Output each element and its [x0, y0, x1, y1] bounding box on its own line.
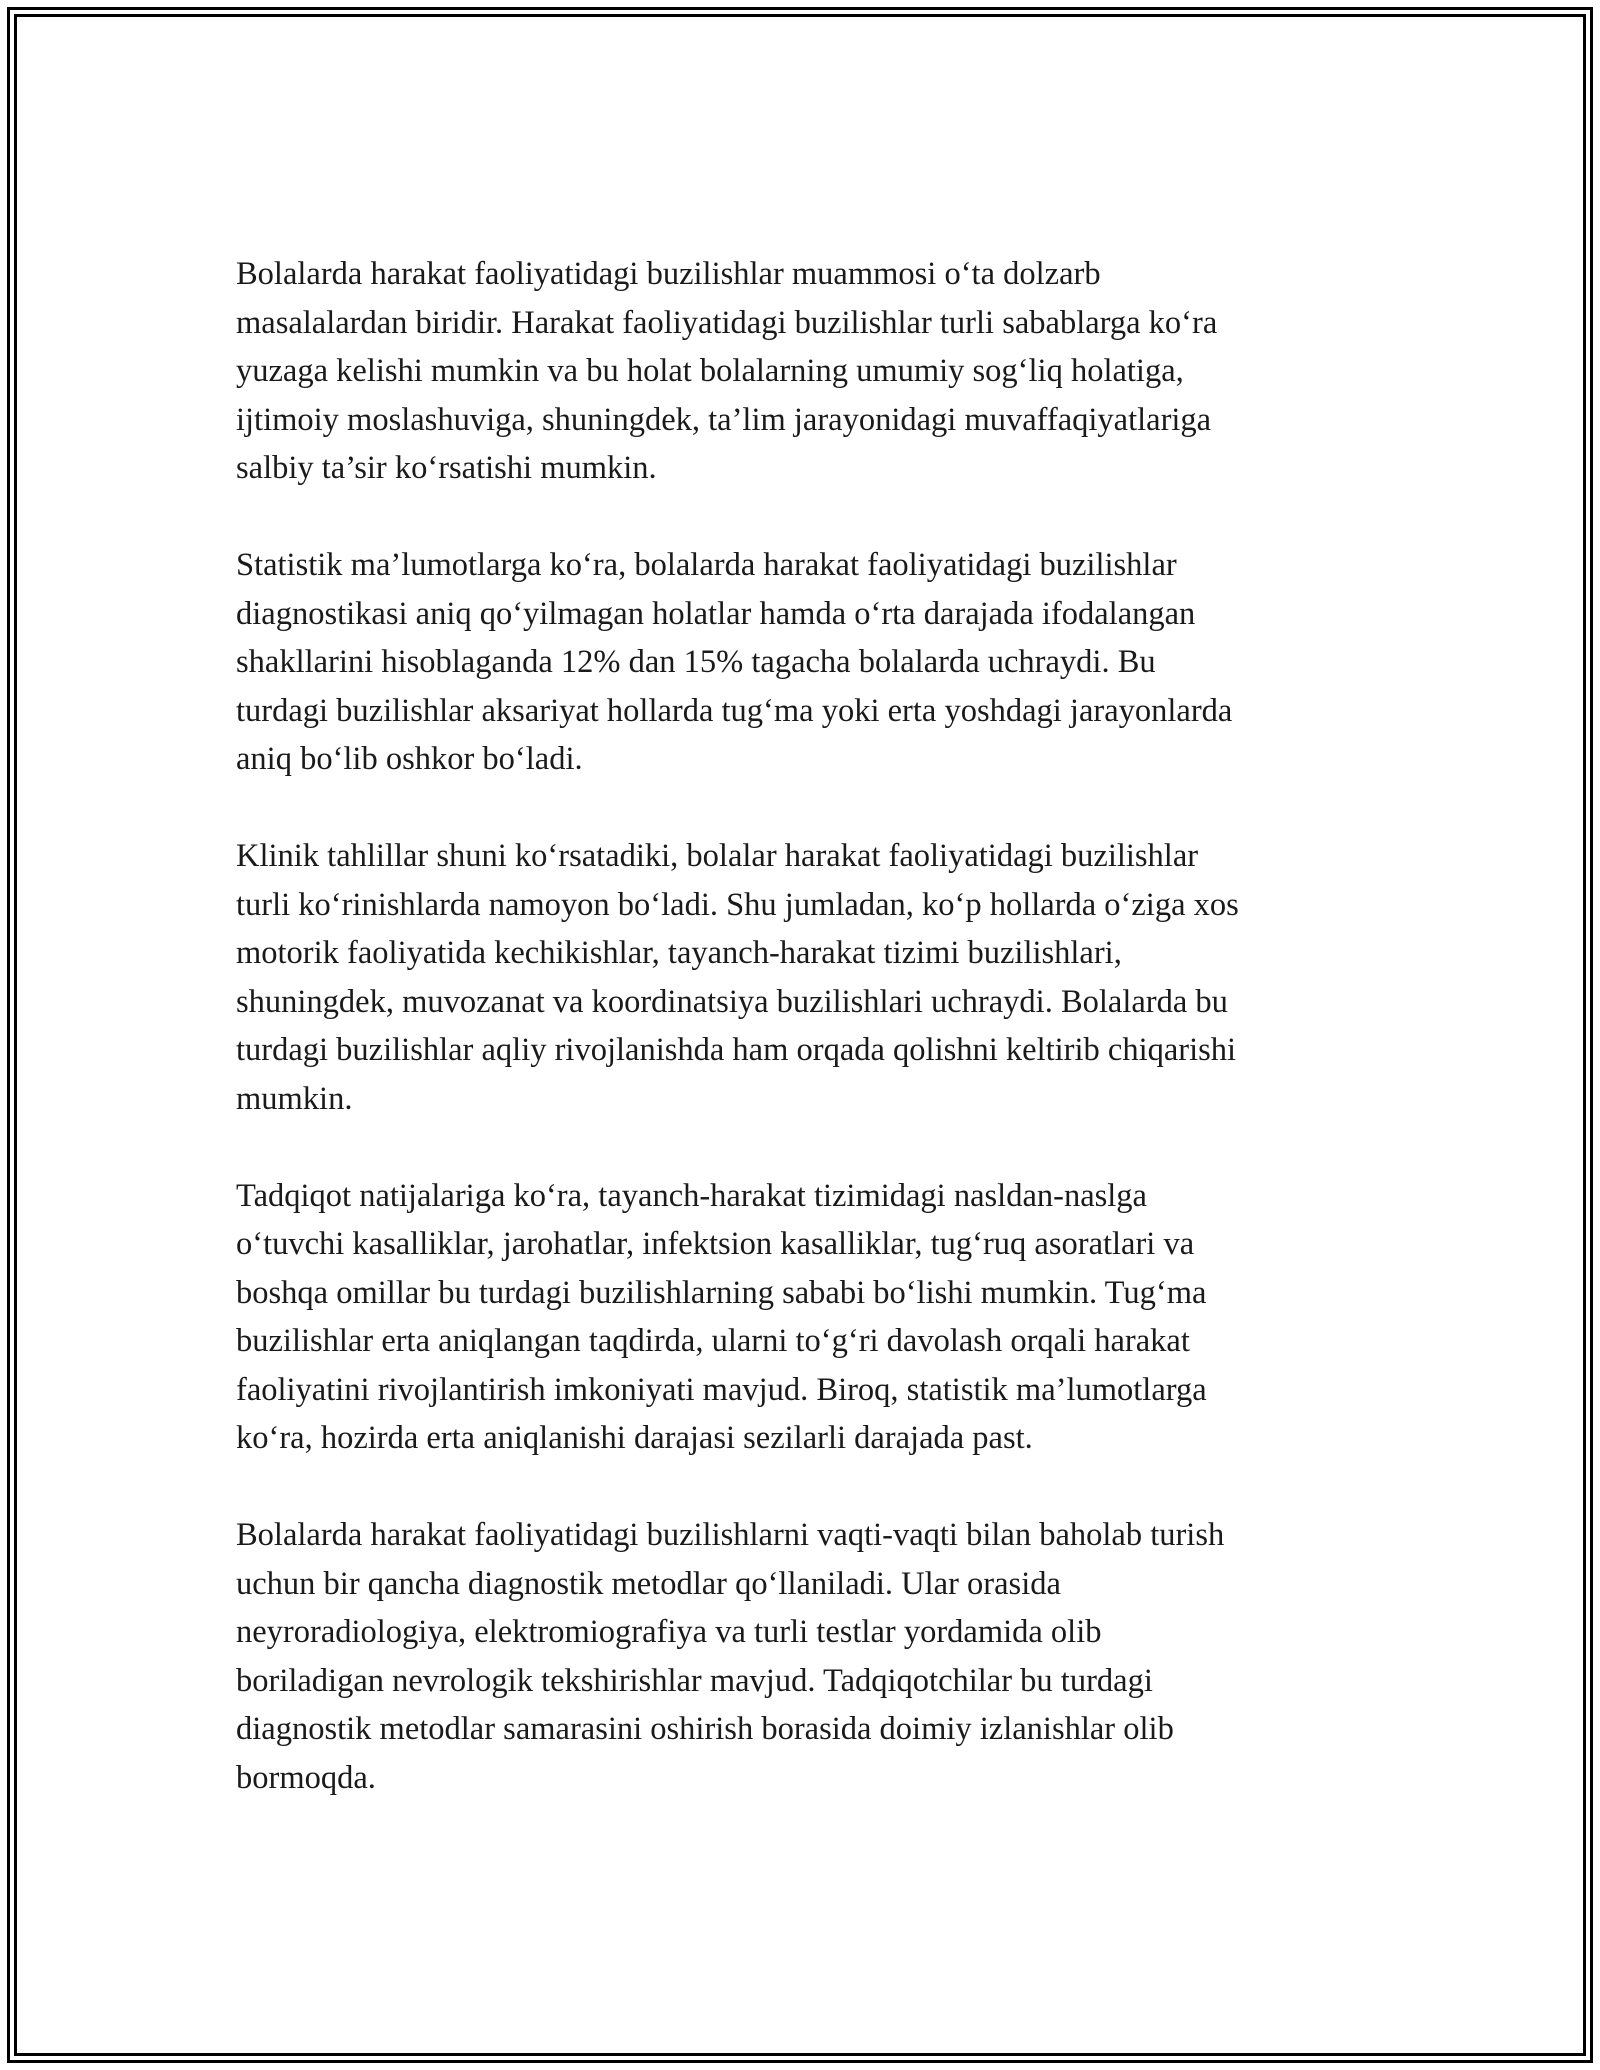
text-line: Bolalarda harakat faoliyatidagi buzilishlar muammosi o‘ta dolzarb [236, 256, 1101, 292]
text-line: Bolalarda harakat faoliyatidagi buzilishlarni vaqti-vaqti bilan baholab turish [236, 1517, 1225, 1553]
text-line: yuzaga kelishi mumkin va bu holat bolalarning umumiy sog‘liq holatiga, [236, 353, 1184, 389]
text-line: boshqa omillar bu turdagi buzilishlarning sababi bo‘lishi mumkin. Tug‘ma [236, 1274, 1207, 1311]
text-line: buzilishlar erta aniqlangan taqdirda, ularni to‘g‘ri davolash orqali harakat [236, 1323, 1190, 1359]
text-line: shakllarini hisoblaganda 12% dan 15% tagacha bolalarda uchraydi. Bu [236, 644, 1156, 680]
paragraph-1 [236, 250, 1376, 493]
text-line: neyroradiologiya, elektromiografiya va turli testlar yordamida olib [236, 1614, 1102, 1650]
text-line: salbiy ta’sir ko‘rsatishi mumkin. [236, 450, 657, 486]
text-line: diagnostikasi aniq qo‘yilmagan holatlar hamda o‘rta darajada ifodalangan [236, 595, 1196, 632]
text-line: boriladigan nevrologik tekshirishlar mavjud. Tadqiqotchilar bu turdagi [236, 1662, 1153, 1699]
text-line: shuningdek, muvozanat va koordinatsiya buzilishlari uchraydi. Bolalarda bu [236, 983, 1228, 1020]
text-line: uchun bir qancha diagnostik metodlar qo‘llaniladi. Ular orasida [236, 1565, 1061, 1602]
text-line: aniq bo‘lib oshkor bo‘ladi. [236, 741, 583, 777]
document-body [236, 250, 1376, 1851]
text-line: Statistik ma’lumotlarga ko‘ra, bolalarda harakat faoliyatidagi buzilishlar [236, 547, 1177, 583]
text-line: mumkin. [236, 1080, 353, 1117]
paragraph-2 [236, 541, 1376, 784]
paragraph-5 [236, 1511, 1376, 1802]
text-line: Tadqiqot natijalariga ko‘ra, tayanch-harakat tizimidagi nasldan-naslga [236, 1177, 1147, 1214]
text-line: turdagi buzilishlar aksariyat hollarda tug‘ma yoki erta yoshdagi jarayonlarda [236, 692, 1233, 729]
text-line: o‘tuvchi kasalliklar, jarohatlar, infektsion kasalliklar, tug‘ruq asoratlari va [236, 1226, 1195, 1262]
text-line: faoliyatini rivojlantirish imkoniyati mavjud. Biroq, statistik ma’lumotlarga [236, 1371, 1207, 1408]
text-line: ijtimoiy moslashuviga, shuningdek, ta’lim jarayonidagi muvaffaqiyatlariga [236, 401, 1212, 438]
text-line: turli ko‘rinishlarda namoyon bo‘ladi. Shu jumladan, ko‘p hollarda o‘ziga xos [236, 886, 1239, 923]
text-line: bormoqda. [236, 1759, 376, 1796]
paragraph-3 [236, 832, 1376, 1123]
text-line: motorik faoliyatida kechikishlar, tayanch-harakat tizimi buzilishlari, [236, 935, 1122, 971]
text-line: turdagi buzilishlar aqliy rivojlanishda ham orqada qolishni keltirib chiqarishi [236, 1032, 1237, 1068]
text-line: ko‘ra, hozirda erta aniqlanishi darajasi sezilarli darajada past. [236, 1420, 1033, 1456]
text-line: masalalardan biridir. Harakat faoliyatidagi buzilishlar turli sabablarga ko‘ra [236, 304, 1218, 341]
text-line: diagnostik metodlar samarasini oshirish borasida doimiy izlanishlar olib [236, 1711, 1174, 1747]
text-line: Klinik tahlillar shuni ko‘rsatadiki, bolalar harakat faoliyatidagi buzilishlar [236, 838, 1199, 874]
paragraph-4 [236, 1172, 1376, 1463]
